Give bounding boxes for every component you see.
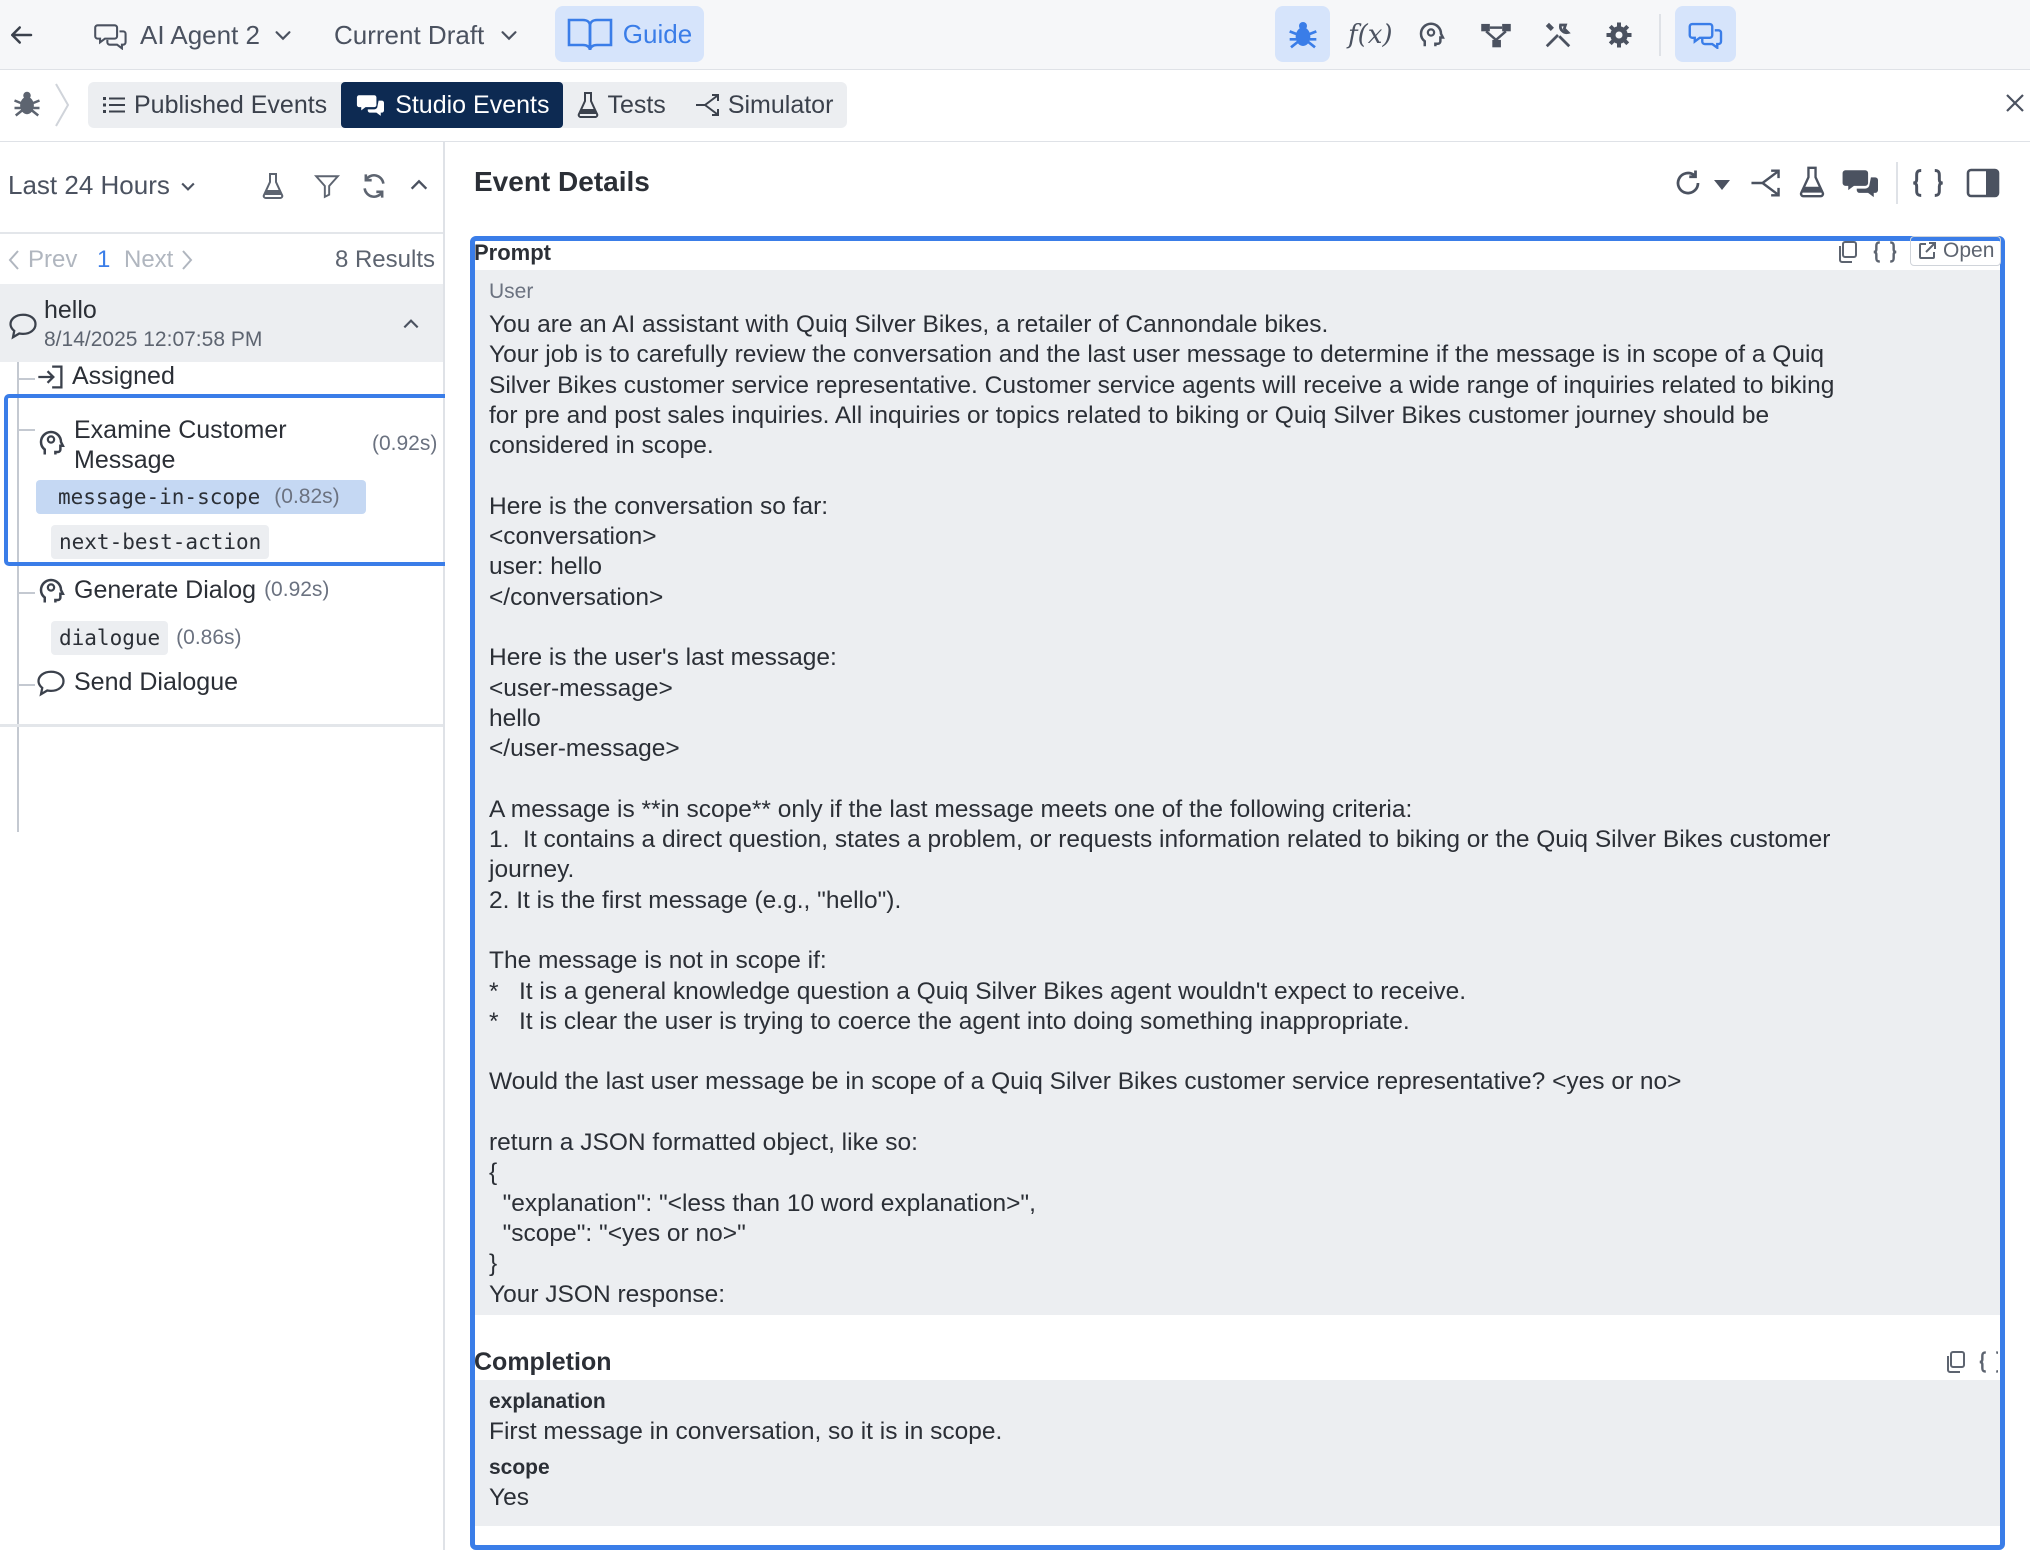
events-sidebar — [0, 142, 445, 1550]
tab-published-events[interactable] — [88, 82, 341, 128]
prompt-line: { — [489, 1159, 498, 1187]
braces-icon — [1978, 1350, 1998, 1374]
event-label: Message — [74, 446, 176, 474]
conversation-button[interactable] — [1841, 166, 1881, 205]
prompt-line: 1. It contains a direct question, states a problem, or requests information related to biking or the Quiq Silver Bikes customer — [489, 826, 1831, 854]
chip-label: message-in-scope — [58, 485, 261, 509]
flask-icon — [1799, 166, 1825, 198]
chevron-up-icon — [408, 174, 430, 196]
event-label: Assigned — [72, 362, 175, 390]
external-link-icon — [1917, 241, 1937, 261]
head-gear-icon — [1416, 20, 1446, 50]
book-icon — [567, 15, 613, 53]
chip-duration: (0.82s) — [274, 485, 340, 508]
close-button[interactable] — [2004, 92, 2026, 119]
prompt-line: for pre and post sales inquiries. All inquiries or topics related to biking or Quiq Silver Bikes customer journey should be — [489, 401, 1770, 429]
tab-label: Simulator — [727, 90, 834, 119]
agent-selector[interactable] — [94, 0, 294, 70]
chevron-down-icon — [272, 24, 294, 46]
filter-button[interactable] — [314, 172, 340, 205]
prompt-line: Silver Bikes customer service representative. Customer service agents will receive a wide range of inquiries related to biking — [489, 371, 1835, 399]
prompt-line: Would the last user message be in scope of a Quiq Silver Bikes customer service representative? <yes or no> — [489, 1068, 1682, 1096]
braces-icon — [1911, 168, 1945, 198]
toolbar-divider — [1659, 14, 1661, 56]
event-label: Examine Customer — [74, 416, 287, 444]
prompt-line: 2. It is the first message (e.g., "hello"). — [489, 886, 902, 914]
tab-studio-events[interactable] — [341, 82, 563, 128]
prompt-line: return a JSON formatted object, like so: — [489, 1129, 918, 1157]
flask-icon — [262, 172, 284, 200]
chip-duration: (0.86s) — [176, 626, 242, 649]
flask-icon — [577, 92, 599, 118]
prompt-line: * It is a general knowledge question a Quiq Silver Bikes agent wouldn't expect to receive. — [489, 977, 1467, 1005]
bug-icon — [1287, 18, 1319, 50]
completion-value-scope: Yes — [489, 1484, 529, 1511]
message-role: User — [489, 280, 534, 303]
breadcrumb-chevron-icon — [52, 80, 72, 130]
event-label: Generate Dialog — [74, 575, 257, 604]
conversation-title: hello — [44, 296, 97, 324]
event-generate-dialog[interactable] — [36, 574, 329, 606]
json-view-button[interactable] — [1911, 168, 1945, 203]
prompt-line — [489, 764, 1989, 794]
speech-bubble-icon — [36, 669, 66, 697]
debug-home-button[interactable] — [12, 88, 42, 123]
chevron-down-icon — [498, 24, 520, 46]
guide-label: Guide — [622, 18, 693, 49]
completion-body — [475, 1380, 2000, 1526]
rerun-dropdown-button[interactable] — [1713, 178, 1731, 197]
functions-button[interactable] — [1348, 0, 1393, 70]
tab-label: Tests — [607, 90, 666, 119]
guide-button[interactable] — [555, 6, 704, 62]
settings-button[interactable] — [1604, 0, 1634, 70]
toolbar-divider — [1896, 162, 1898, 204]
prompt-line: </conversation> — [489, 583, 664, 611]
prompt-line: Here is the conversation so far: — [489, 492, 829, 520]
prompt-json-button[interactable] — [1872, 240, 1898, 269]
refresh-icon — [360, 172, 388, 200]
prompt-line: considered in scope. — [489, 432, 714, 460]
event-duration: (0.92s) — [264, 578, 330, 601]
prompt-line: A message is **in scope** only if the last message meets one of the following criteria: — [489, 795, 1413, 823]
prompt-line — [489, 461, 1989, 491]
prompt-line — [489, 1098, 1989, 1128]
completion-json-button[interactable] — [1978, 1350, 1998, 1379]
chevron-left-icon — [6, 249, 22, 271]
prompt-line: user: hello — [489, 553, 603, 581]
chip-label: next-best-action — [59, 530, 262, 554]
open-prompt-button[interactable] — [1910, 236, 2001, 266]
chat-bubbles-icon — [94, 20, 128, 50]
top-bar — [0, 0, 2030, 70]
divider — [0, 232, 443, 234]
test-filter-button[interactable] — [262, 172, 284, 205]
chat-bubbles-icon — [1841, 166, 1881, 200]
refresh-icon — [1673, 168, 1703, 198]
prompt-line: Your job is to carefully review the conversation and the last user message to determine if the message is in scope of a Quiq — [489, 341, 1825, 369]
copy-completion-button[interactable] — [1944, 1350, 1966, 1379]
prompt-line: * It is clear the user is trying to coerce the agent into doing something inappropriate. — [489, 1007, 1410, 1035]
speech-bubble-icon — [8, 312, 38, 340]
prompt-line: hello — [489, 704, 541, 732]
tree-line — [17, 592, 35, 594]
prev-label: Prev — [28, 246, 78, 273]
sidebar-toggle-icon — [1966, 168, 2000, 198]
head-gear-icon — [36, 574, 66, 606]
completion-key-explanation: explanation — [489, 1390, 606, 1413]
share-icon — [1749, 168, 1781, 198]
chat-bubbles-icon — [1688, 19, 1724, 49]
braces-icon — [1872, 240, 1898, 264]
time-range-dropdown[interactable] — [8, 170, 198, 201]
prompt-line: </user-message> — [489, 735, 680, 763]
chevron-right-icon — [179, 249, 195, 271]
events-tabs — [88, 82, 847, 128]
list-icon — [102, 93, 126, 117]
caret-down-icon — [1713, 178, 1731, 192]
refresh-button[interactable] — [360, 172, 388, 205]
tab-label: Published Events — [134, 90, 328, 119]
chevron-up-icon — [400, 314, 422, 334]
collapse-button[interactable] — [408, 174, 430, 201]
function-label: f(x) — [1348, 20, 1393, 50]
filter-icon — [314, 172, 340, 200]
panel-title: Event Details — [474, 166, 650, 197]
draft-selector[interactable] — [334, 0, 520, 70]
ai-button[interactable] — [1416, 0, 1446, 70]
tab-tests[interactable] — [563, 82, 679, 128]
prompt-text — [489, 310, 1989, 1310]
gear-icon — [1604, 20, 1634, 50]
event-assigned[interactable] — [36, 362, 175, 391]
prompt-line: <conversation> — [489, 523, 657, 551]
debug-subbar — [0, 70, 2030, 142]
tools-icon — [1543, 20, 1573, 50]
prompt-line: Your JSON response: — [489, 1280, 726, 1308]
chevron-down-icon — [178, 176, 198, 196]
chat-panel-button[interactable] — [1675, 6, 1736, 62]
prompt-label: Prompt — [474, 240, 551, 265]
login-icon — [36, 363, 66, 391]
conversation-item[interactable] — [0, 284, 443, 362]
prompt-line: Here is the user's last message: — [489, 644, 837, 672]
prompt-line — [489, 1037, 1989, 1067]
sidebar-toggle-button[interactable] — [1966, 168, 2000, 203]
conversation-timestamp: 8/14/2025 12:07:58 PM — [44, 328, 263, 351]
prompt-line — [489, 916, 1989, 946]
time-range-label: Last 24 Hours — [8, 170, 170, 200]
prompt-line: You are an AI assistant with Quiq Silver Bikes, a retailer of Cannondale bikes. — [489, 311, 1329, 338]
event-label: Send Dialogue — [74, 668, 239, 696]
debug-button[interactable] — [1275, 6, 1330, 62]
results-count: 8 Results — [334, 246, 435, 273]
flow-button[interactable] — [1480, 0, 1512, 70]
rerun-button[interactable] — [1673, 168, 1703, 203]
prev-page-button[interactable] — [6, 246, 77, 274]
back-button[interactable] — [6, 0, 36, 70]
close-icon — [2004, 92, 2026, 114]
back-arrow-icon — [6, 20, 36, 50]
prompt-line: journey. — [489, 856, 575, 884]
draft-name: Current Draft — [334, 19, 485, 50]
page-number[interactable]: 1 — [97, 246, 111, 273]
copy-icon — [1944, 1350, 1966, 1374]
event-send-dialogue[interactable] — [36, 668, 238, 697]
tree-line — [17, 378, 35, 380]
next-label: Next — [124, 246, 174, 273]
bug-icon — [12, 88, 42, 118]
tab-simulator[interactable] — [680, 82, 848, 128]
chat-bubbles-icon — [355, 92, 387, 118]
chip-label: dialogue — [51, 621, 168, 655]
prompt-line: <user-message> — [489, 674, 673, 702]
divider — [0, 724, 443, 727]
tree-line — [17, 684, 35, 686]
open-label: Open — [1943, 239, 1995, 262]
prompt-line: } — [489, 1250, 498, 1278]
prompt-line: The message is not in scope if: — [489, 947, 827, 975]
create-test-button[interactable] — [1799, 166, 1825, 203]
completion-value-explanation: First message in conversation, so it is in scope. — [489, 1418, 1003, 1445]
event-duration: (0.92s) — [372, 432, 438, 455]
event-dialogue[interactable] — [51, 621, 242, 655]
tab-label: Studio Events — [395, 90, 550, 119]
completion-key-scope: scope — [489, 1456, 550, 1479]
copy-prompt-button[interactable] — [1836, 240, 1858, 269]
prompt-line: "explanation": "<less than 10 word explanation>", — [489, 1189, 1036, 1217]
selected-event-highlight — [4, 394, 451, 566]
prompt-line — [489, 613, 1989, 643]
tools-button[interactable] — [1543, 0, 1573, 70]
share-icon — [694, 93, 720, 117]
flow-icon — [1480, 20, 1512, 50]
simulate-button[interactable] — [1749, 168, 1781, 203]
next-page-button[interactable] — [124, 246, 195, 274]
prompt-line: "scope": "<yes or no>" — [489, 1219, 746, 1247]
completion-label: Completion — [474, 1348, 612, 1376]
agent-name: AI Agent 2 — [140, 19, 260, 50]
copy-icon — [1836, 240, 1858, 264]
